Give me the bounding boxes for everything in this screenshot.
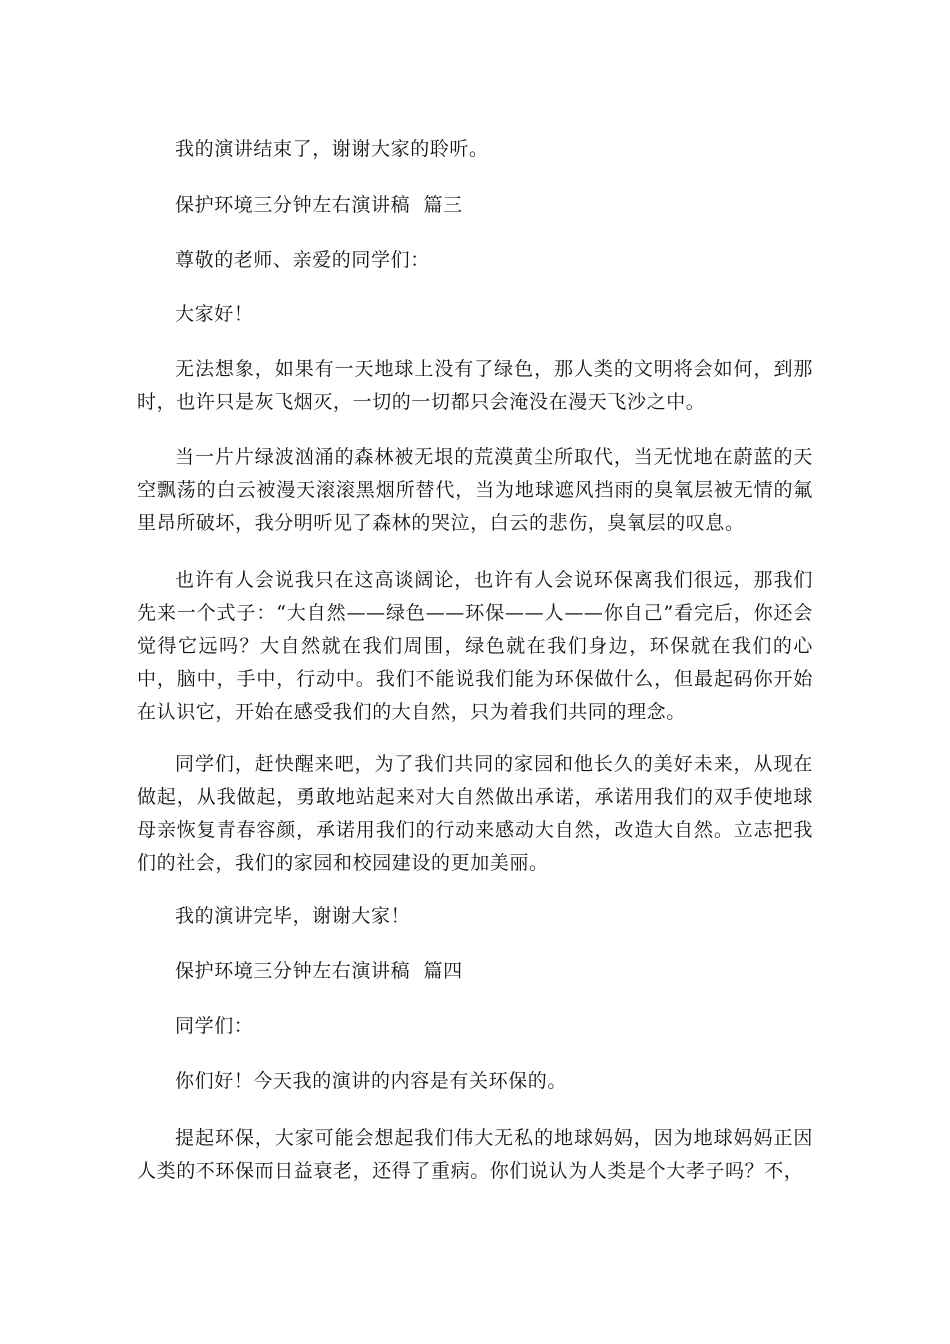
paragraph-salutation-4: 同学们：	[175, 1015, 254, 1037]
section-heading-4: 保护环境三分钟左右演讲稿 篇四	[175, 960, 463, 982]
paragraph-body-4: 同学们，赶快醒来吧，为了我们共同的家园和他长久的美好未来，从现在做起，从我做起，勇敢地站起来对大自然做出承诺，承诺用我们的双手使地球母亲恢复青春容颜，承诺用我们的行动来感动大自然，改造大自然。立志把我们的社会，我们的家园和校园建设的更加美丽。	[137, 753, 813, 874]
paragraph-salutation-3: 尊敬的老师、亲爱的同学们：	[175, 249, 430, 271]
paragraph-greeting-4: 你们好！今天我的演讲的内容是有关环保的。	[175, 1070, 568, 1092]
paragraph-body-1: 无法想象，如果有一天地球上没有了绿色，那人类的文明将会如何，到那时，也许只是灰飞烟灭，一切的一切都只会淹没在漫天飞沙之中。	[137, 358, 813, 413]
paragraph-body-5: 提起环保，大家可能会想起我们伟大无私的地球妈妈，因为地球妈妈正因人类的不环保而日益衰老，还得了重病。你们说认为人类是个大孝子吗？不，	[137, 1127, 813, 1182]
paragraph-body-3: 也许有人会说我只在这高谈阔论，也许有人会说环保离我们很远，那我们先来一个式子：“大自然——绿色——环保——人——你自己”看完后，你还会觉得它远吗？大自然就在我们周围，绿色就在我们身边，环保就在我们的心中，脑中，手中，行动中。我们不能说我们能为环保做什么，但最起码你开始在认识它，开始在感受我们的大自然，只为着我们共同的理念。	[137, 569, 813, 723]
paragraph-greeting-3: 大家好！	[175, 303, 254, 325]
paragraph-body-2: 当一片片绿波汹涌的森林被无垠的荒漠黄尘所取代，当无忧地在蔚蓝的天空飘荡的白云被漫天滚滚黑烟所替代，当为地球遮风挡雨的臭氧层被无情的氟里昂所破坏，我分明听见了森林的哭泣，白云的悲伤，臭氧层的叹息。	[137, 446, 813, 534]
paragraph-closing-2: 我的演讲结束了，谢谢大家的聆听。	[175, 138, 489, 160]
paragraph-closing-3: 我的演讲完毕，谢谢大家！	[175, 905, 411, 927]
section-heading-3: 保护环境三分钟左右演讲稿 篇三	[175, 194, 463, 216]
